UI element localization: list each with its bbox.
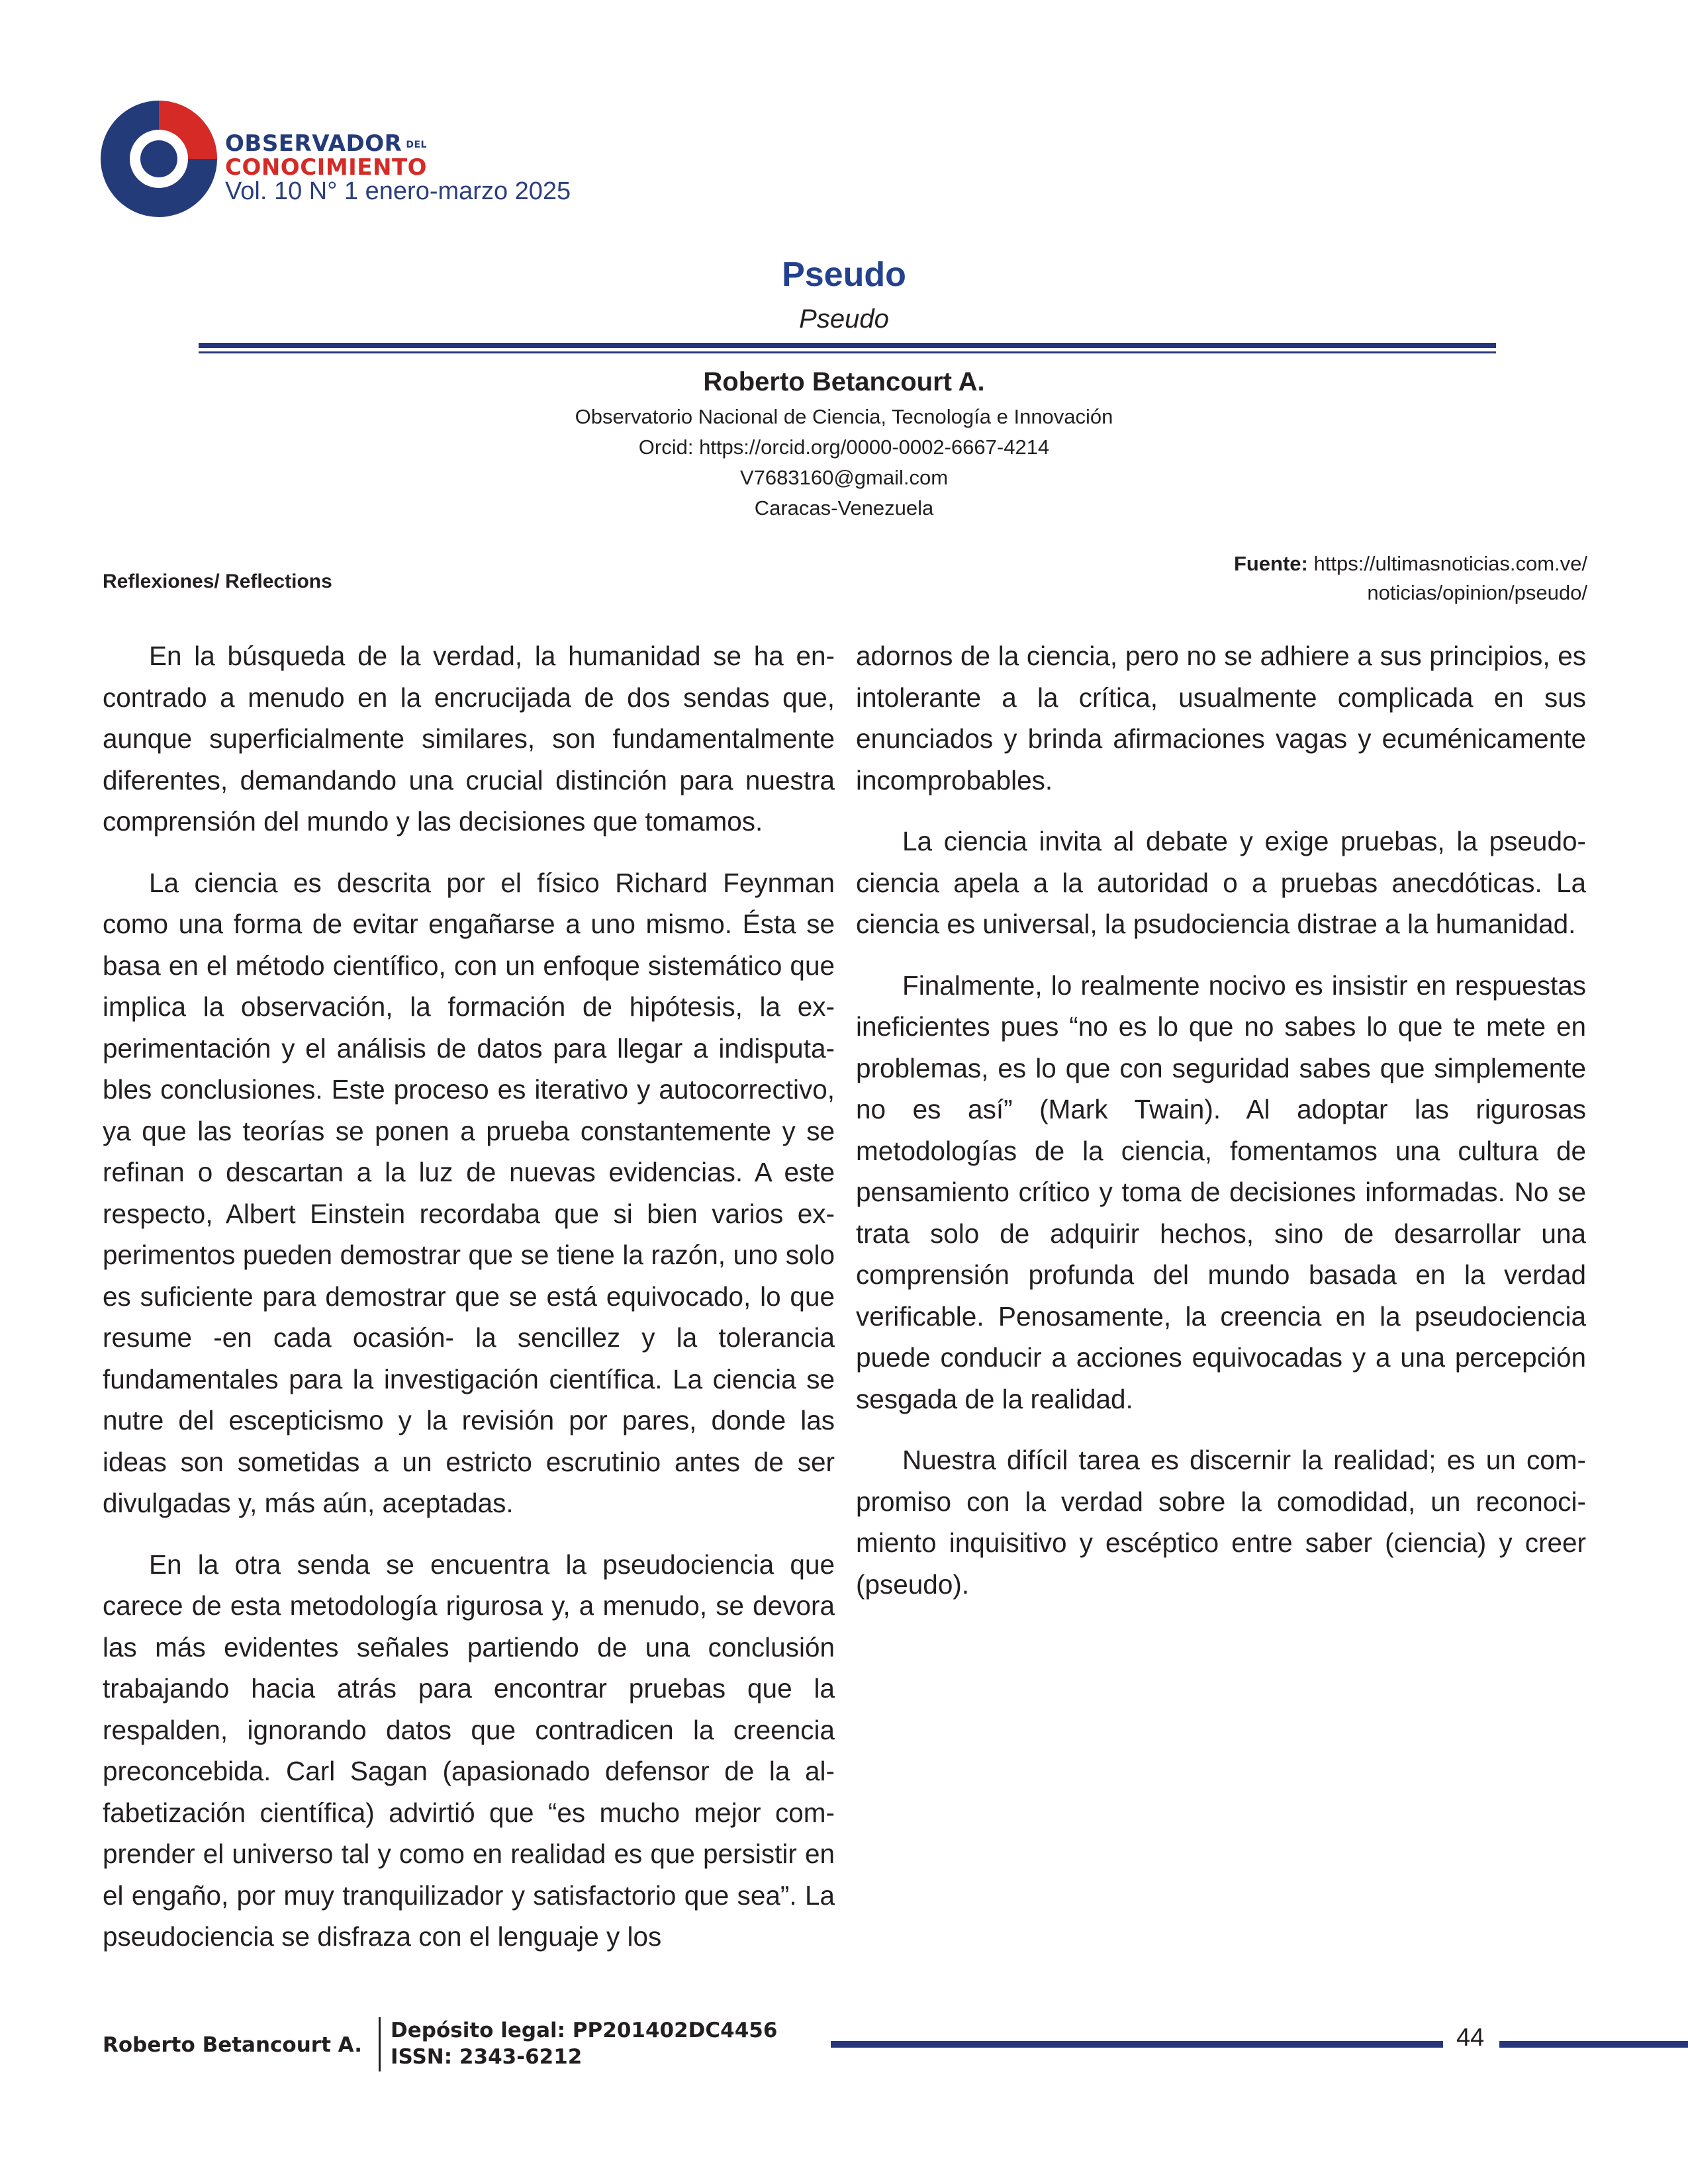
journal-brand [225, 132, 427, 179]
brand-name-top: OBSERVADOR [225, 130, 402, 157]
journal-logo [99, 99, 218, 218]
brand-name-bottom: CONOCIMIENTO [225, 154, 428, 181]
footer-deposito: Depósito legal: PP201402DC4456 [391, 2019, 778, 2042]
source-note [1234, 549, 1587, 608]
footer-bar [831, 2041, 1443, 2048]
author-name: Roberto Betancourt A. [703, 367, 985, 396]
footer-legal [391, 2017, 777, 2070]
brand-del: DEL [406, 139, 427, 150]
paragraph-continued: adornos de la ciencia, pero no se adhiere a sus principios, es intolerante a la crítica, usualmente complicada en sus enunciados y brinda afirmaciones vagas y ecuménicamente incomprobables. [856, 641, 1586, 796]
author-email: V7683160@gmail.com [739, 466, 949, 489]
paragraph: En la búsqueda de la verdad, la humanidad se ha encontrado a menudo en la encrucijada de dos sendas que, aunque superficialmente similares, son fundamentalmente diferentes, demandando una crucial distinción para nuestra comprensión del mundo y las decisiones que tomamos. [103, 641, 835, 837]
paragraph: Finalmente, lo realmente nocivo es insistir en respuestas ineficientes pues “no es lo que no sabes lo que te mete en problemas, es lo que con seguridad sabes que simplemente no es así” (Mark Twain). Al adoptar las rigurosas metodologías de la ciencia, fomentamos una cultura de pensamiento crítico y toma de decisiones informadas. No se trata solo de adquirir hechos, sino de desarrollar una comprensión profunda del mundo basada en la verdad verificable. Penosamente, la creencia en la pseudociencia puede conducir a acciones equivocadas y a una percepción sesgada de la realidad. [856, 970, 1586, 1414]
volume-info: Vol. 10 N° 1 enero-marzo 2025 [225, 177, 571, 205]
title-rule-thin [199, 351, 1496, 353]
paragraph: Nuestra difícil tarea es discernir la realidad; es un compromiso con la verdad sobre la comodidad, un reconocimiento inquisitivo y escéptico entre saber (ciencia) y creer (pseudo). [856, 1445, 1586, 1600]
author-affiliation: Observatorio Nacional de Ciencia, Tecnología e Innovación [575, 405, 1113, 428]
section-label: Reflexiones/ Reflections [103, 570, 332, 592]
body-column-left [103, 635, 835, 1978]
paragraph: La ciencia es descrita por el físico Richard Feynman como una forma de evitar engañarse a uno mismo. Ésta se basa en el método científico, con un enfoque sistemático que implica la observación, la formación de hipótesis, la experimentación y el análisis de datos para llegar a indisputables conclusiones. Este proceso es iterativo y autocorrectivo, ya que las teorías se ponen a prueba constantemente y se refinan o descartan a la luz de nuevas evidencias. A este respecto, Albert Einstein recordaba que si bien varios experimentos pueden demostrar que se tiene la razón, uno solo es suficiente para demostrar que se está equivocado, lo que resume -en cada ocasión- la sencillez y la tolerancia fundamentales para la investigación científica. La ciencia se nutre del escepticismo y la revisión por pares, donde las ideas son sometidas a un estricto escrutinio antes de ser divulgadas y, más aún, aceptadas. [103, 867, 835, 1518]
footer-separator [379, 2017, 381, 2071]
body-column-right [856, 635, 1586, 1625]
paragraph: La ciencia invita al debate y exige pruebas, la pseudociencia apela a la autoridad o a pruebas anecdóticas. La ciencia es universal, la psudociencia distrae a la humanidad. [856, 826, 1586, 939]
title-rule [199, 343, 1496, 348]
footer-issn: ISSN: 2343-6212 [391, 2045, 583, 2069]
author-orcid: Orcid: https://orcid.org/0000-0002-6667-4214 [638, 435, 1050, 459]
author-location: Caracas-Venezuela [754, 496, 934, 520]
source-url-1: https://ultimasnoticias.com.ve/ [1313, 552, 1587, 575]
footer-author: Roberto Betancourt A. [103, 2033, 363, 2057]
article-title: Pseudo [782, 255, 906, 294]
article-subtitle: Pseudo [799, 304, 889, 334]
source-url-2: noticias/opinion/pseudo/ [1367, 581, 1587, 604]
paragraph: En la otra senda se encuentra la pseudociencia que carece de esta metodología rigurosa y, a menudo, se devora las más evidentes señales partiendo de una conclusión trabajando hacia atrás para encontrar pruebas que la respalden, ignorando datos que contradicen la creencia preconcebida. Carl Sagan (apasionado defensor de la alfabetización científica) advirtió que “es mucho mejor comprender el universo tal y como en realidad es que persistir en el engaño, por muy tranquilizador y satisfactorio que sea”. La pseudociencia se disfraza con el lenguaje y los [103, 1549, 835, 1952]
source-label: Fuente: [1233, 552, 1308, 575]
footer-bar-right [1499, 2041, 1688, 2048]
page-number: 44 [1456, 2024, 1485, 2052]
